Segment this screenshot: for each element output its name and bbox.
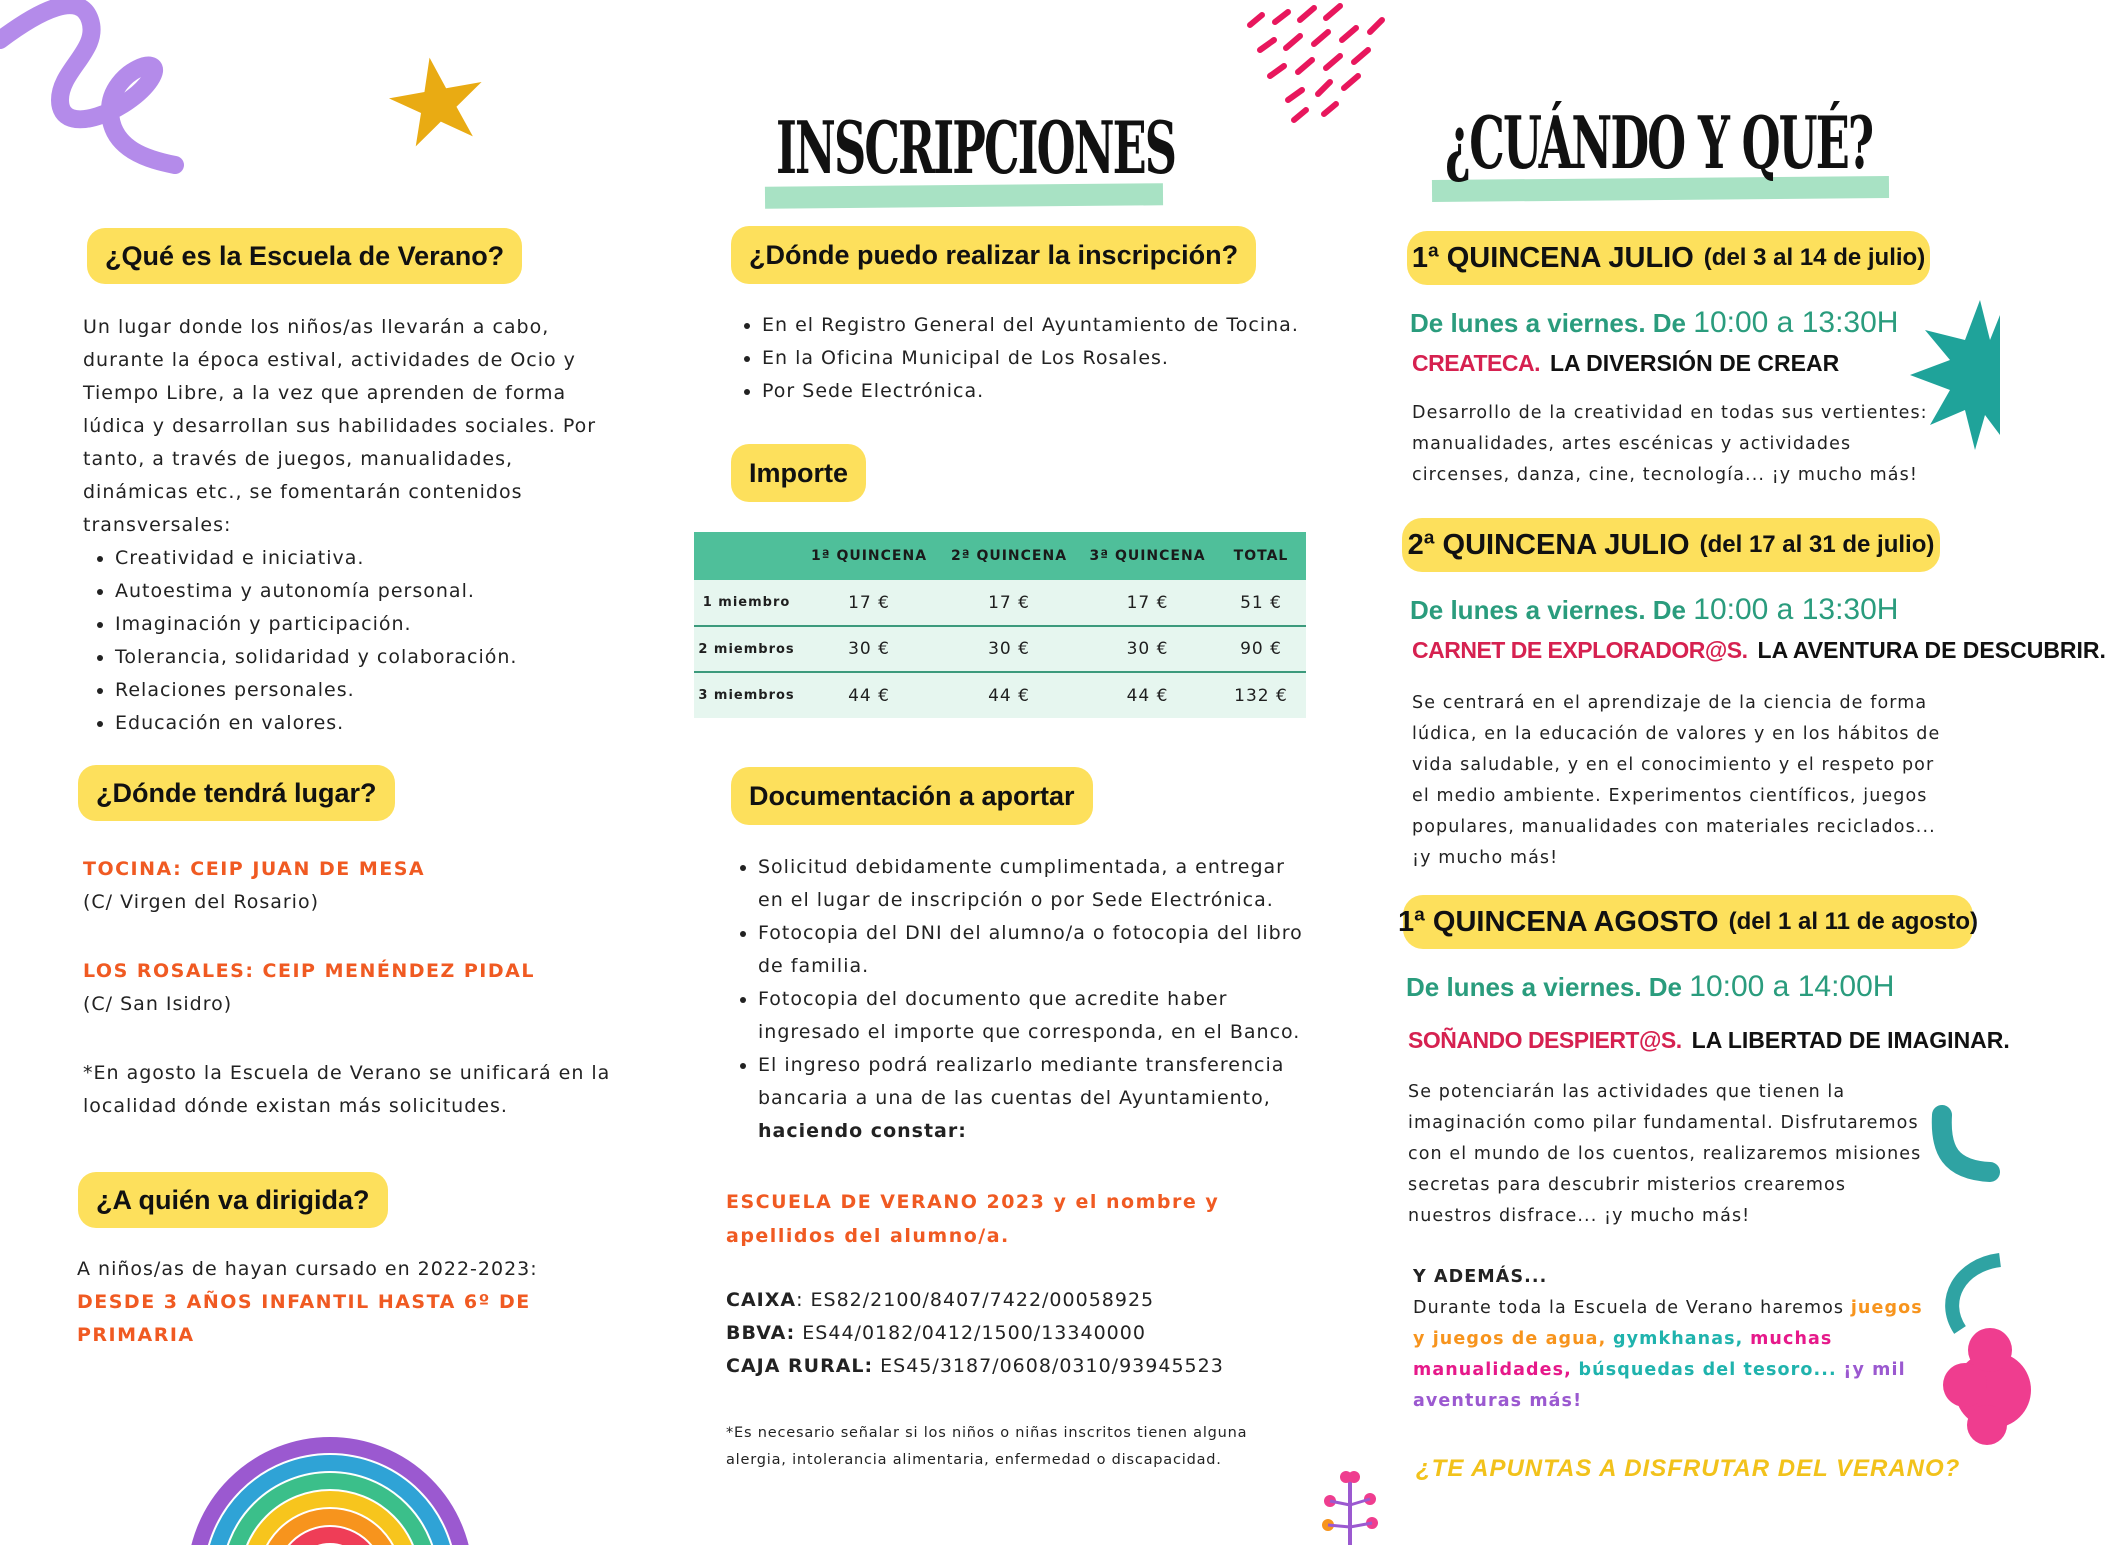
period-title: 1ª QUINCENA JULIO — [1411, 241, 1694, 274]
bank-row — [726, 1317, 1326, 1350]
list-item: • Imaginación y participación. — [115, 608, 603, 641]
period-dates: (del 17 al 31 de julio) — [1699, 531, 1935, 558]
schedule-time: 10:00 a 13:30H — [1693, 593, 1899, 626]
who-text: A niños/as de hayan cursado en 2022-2023: — [77, 1258, 538, 1280]
activity-name: CREATECA. — [1412, 350, 1540, 376]
table-cell: 2 miembros — [694, 626, 799, 672]
where-enroll-title: ¿Dónde puedo realizar la inscripción? — [731, 226, 1256, 284]
flower-decoration — [1935, 1240, 2000, 1470]
who-title: ¿A quién va dirigida? — [78, 1172, 388, 1228]
period-3-activity — [1408, 1027, 2010, 1054]
cuando-heading: ¿CUÁNDO Y QUÉ? — [1445, 100, 1873, 185]
extra-item: juegos y juegos de agua, — [1413, 1298, 1923, 1349]
table-cell: 51 € — [1216, 580, 1306, 626]
what-is-title: ¿Qué es la Escuela de Verano? — [87, 228, 522, 284]
table-header-row — [694, 532, 1306, 580]
who-section — [77, 1253, 637, 1352]
bank-row — [726, 1284, 1326, 1317]
schedule-days: De lunes a viernes. De — [1406, 972, 1683, 1002]
red-dashes-decoration — [1230, 0, 1430, 130]
table-row — [694, 672, 1306, 718]
star-icon — [382, 52, 492, 142]
bank-account: ES44/0182/0412/1500/13340000 — [795, 1322, 1146, 1344]
table-header: 2ª QUINCENA — [939, 532, 1079, 580]
enroll-locations — [730, 309, 1330, 408]
activity-name: CARNET DE EXPLORADOR@S. — [1412, 637, 1748, 663]
schedule-days: De lunes a viernes. De — [1410, 595, 1687, 625]
hearts-plant-decoration — [1310, 1465, 1390, 1545]
period-1-title — [1407, 231, 1930, 285]
bank-name: CAIXA — [726, 1289, 797, 1311]
table-row — [694, 580, 1306, 626]
list-item: • Relaciones personales. — [115, 674, 603, 707]
tocina-address: (C/ Virgen del Rosario) — [83, 891, 319, 913]
teal-hook-decoration — [1930, 1110, 2000, 1190]
list-item: • Tolerancia, solidaridad y colaboración. — [115, 641, 603, 674]
table-cell: 17 € — [939, 580, 1079, 626]
period-1-description: Desarrollo de la creatividad en todas sus vertientes: manualidades, artes escénicas y actividades circenses, danza, cine, tecnología... ¡y mucho más! — [1412, 403, 1928, 485]
table-header: 1ª QUINCENA — [799, 532, 939, 580]
period-2-schedule — [1410, 593, 1898, 627]
extra-item: muchas manualidades, — [1413, 1329, 1833, 1380]
activity-tagline: LA LIBERTAD DE IMAGINAR. — [1691, 1027, 2010, 1053]
bank-name: BBVA: — [726, 1322, 796, 1344]
list-item: • En el Registro General del Ayuntamiento de Tocina. — [762, 309, 1330, 342]
table-row — [694, 626, 1306, 672]
transversal-list — [83, 542, 603, 740]
list-item: • Creatividad e iniciativa. — [115, 542, 603, 575]
activity-tagline: LA DIVERSIÓN DE CREAR — [1549, 350, 1840, 376]
schedule-time: 10:00 a 14:00H — [1689, 970, 1895, 1003]
tocina-school: TOCINA: CEIP JUAN DE MESA — [83, 858, 426, 880]
period-dates: (del 1 al 11 de agosto) — [1728, 908, 1979, 935]
bank-account: ES45/3187/0608/0310/93945523 — [873, 1355, 1224, 1377]
transfer-bold: haciendo constar: — [758, 1120, 967, 1142]
table-cell: 90 € — [1216, 626, 1306, 672]
period-2-description: Se centrará en el aprendizaje de la ciencia de forma lúdica, en la educación de valores y en los hábitos de vida saludable, y en el conocimiento y el respeto por el medio ambiente. Experimentos científicos, juegos populares, manualidades con materiales reciclados... ¡y mucho más! — [1412, 693, 1941, 868]
list-item: • Por Sede Electrónica. — [762, 375, 1330, 408]
period-1-schedule — [1410, 306, 1898, 340]
list-item: • En la Oficina Municipal de Los Rosales. — [762, 342, 1330, 375]
period-dates: (del 3 al 14 de julio) — [1703, 244, 1926, 271]
table-cell: 44 € — [799, 672, 939, 718]
extra-item: búsquedas del tesoro... — [1578, 1360, 1837, 1380]
period-3-schedule — [1406, 970, 1894, 1004]
period-title: 2ª QUINCENA JULIO — [1407, 528, 1690, 561]
extra-section — [1413, 1262, 1933, 1417]
price-table — [694, 532, 1306, 718]
table-header — [694, 532, 799, 580]
period-3-description: Se potenciarán las actividades que tienen la imaginación como pilar fundamental. Disfrutaremos con el mundo de los cuentos, realizaremos misiones secretas para descubrir misterios crearemos nuestros disfrace... ¡y mucho más! — [1408, 1082, 1922, 1226]
purple-swirl-decoration — [0, 0, 200, 180]
list-item: • Fotocopia del documento que acredite haber ingresado el importe que corresponda, en el Banco. — [758, 983, 1306, 1049]
where-title: ¿Dónde tendrá lugar? — [78, 765, 395, 821]
table-cell: 30 € — [939, 626, 1079, 672]
list-item: • Autoestima y autonomía personal. — [115, 575, 603, 608]
period-1-activity — [1412, 350, 1839, 377]
bank-row — [726, 1350, 1326, 1383]
closing-question: ¿TE APUNTAS A DISFRUTAR DEL VERANO? — [1416, 1455, 1961, 1482]
activity-tagline: LA AVENTURA DE DESCUBRIR. — [1757, 637, 2106, 663]
period-2-title — [1402, 518, 1940, 572]
rosales-address: (C/ San Isidro) — [83, 993, 233, 1015]
period-title: 1ª QUINCENA AGOSTO — [1397, 905, 1719, 938]
price-title: Importe — [731, 444, 866, 502]
bank-accounts — [726, 1284, 1326, 1383]
bank-name: CAJA RURAL: — [726, 1355, 874, 1377]
schedule-time: 10:00 a 13:30H — [1693, 306, 1899, 339]
transfer-concept: ESCUELA DE VERANO 2023 y el nombre y apellidos del alumno/a. — [726, 1191, 1220, 1247]
table-header: TOTAL — [1216, 532, 1306, 580]
bank-account: : ES82/2100/8407/7422/00058925 — [796, 1289, 1155, 1311]
locations-section — [83, 853, 623, 1123]
table-cell: 30 € — [799, 626, 939, 672]
extra-title: Y ADEMÁS... — [1413, 1267, 1548, 1287]
rosales-school: LOS ROSALES: CEIP MENÉNDEZ PIDAL — [83, 960, 535, 982]
allergy-note: *Es necesario señalar si los niños o niñas inscritos tienen alguna alergia, intolerancia alimentaria, enfermedad o discapacidad. — [726, 1425, 1248, 1468]
activity-name: SOÑANDO DESPIERT@S. — [1408, 1027, 1682, 1053]
docs-title: Documentación a aportar — [731, 767, 1093, 825]
list-item: • Educación en valores. — [115, 707, 603, 740]
extra-item: ¡y mil aventuras más! — [1413, 1360, 1906, 1411]
period-2-activity — [1412, 637, 2106, 664]
table-cell: 44 € — [939, 672, 1079, 718]
docs-list — [726, 851, 1306, 1148]
table-cell: 17 € — [799, 580, 939, 626]
period-3-title — [1397, 895, 1979, 949]
table-cell: 44 € — [1079, 672, 1216, 718]
extra-intro: Durante toda la Escuela de Verano haremos — [1413, 1298, 1845, 1318]
schedule-days: De lunes a viernes. De — [1410, 308, 1687, 338]
august-note: *En agosto la Escuela de Verano se unificará en la localidad dónde existan más solicitudes. — [83, 1062, 611, 1117]
what-is-section — [83, 311, 603, 740]
table-cell: 17 € — [1079, 580, 1216, 626]
list-item: • Solicitud debidamente cumplimentada, a entregar en el lugar de inscripción o por Sede Electrónica. — [758, 851, 1306, 917]
extra-item: gymkhanas, — [1613, 1329, 1744, 1349]
what-is-paragraph: Un lugar donde los niños/as llevarán a cabo, durante la época estival, actividades de Ocio y Tiempo Libre, a la vez que aprenden de forma lúdica y desarrollan sus habilidades sociales. Por tanto, a través de juegos, manualidades, dinámicas etc., se fomentarán contenidos transversales: — [83, 316, 597, 536]
rainbow-decoration — [180, 1420, 480, 1545]
transfer-text: El ingreso podrá realizarlo mediante transferencia bancaria a una de las cuentas del Ayuntamiento, — [758, 1054, 1285, 1109]
table-header: 3ª QUINCENA — [1079, 532, 1216, 580]
table-cell: 1 miembro — [694, 580, 799, 626]
list-item: • Fotocopia del DNI del alumno/a o fotocopia del libro de familia. — [758, 917, 1306, 983]
inscripciones-heading: INSCRIPCIONES — [776, 105, 1176, 190]
who-range: DESDE 3 AÑOS INFANTIL HASTA 6º DE PRIMARIA — [77, 1291, 531, 1346]
table-cell: 30 € — [1079, 626, 1216, 672]
table-cell: 3 miembros — [694, 672, 799, 718]
table-cell: 132 € — [1216, 672, 1306, 718]
list-item — [758, 1049, 1306, 1148]
extra-text — [1413, 1293, 1933, 1417]
